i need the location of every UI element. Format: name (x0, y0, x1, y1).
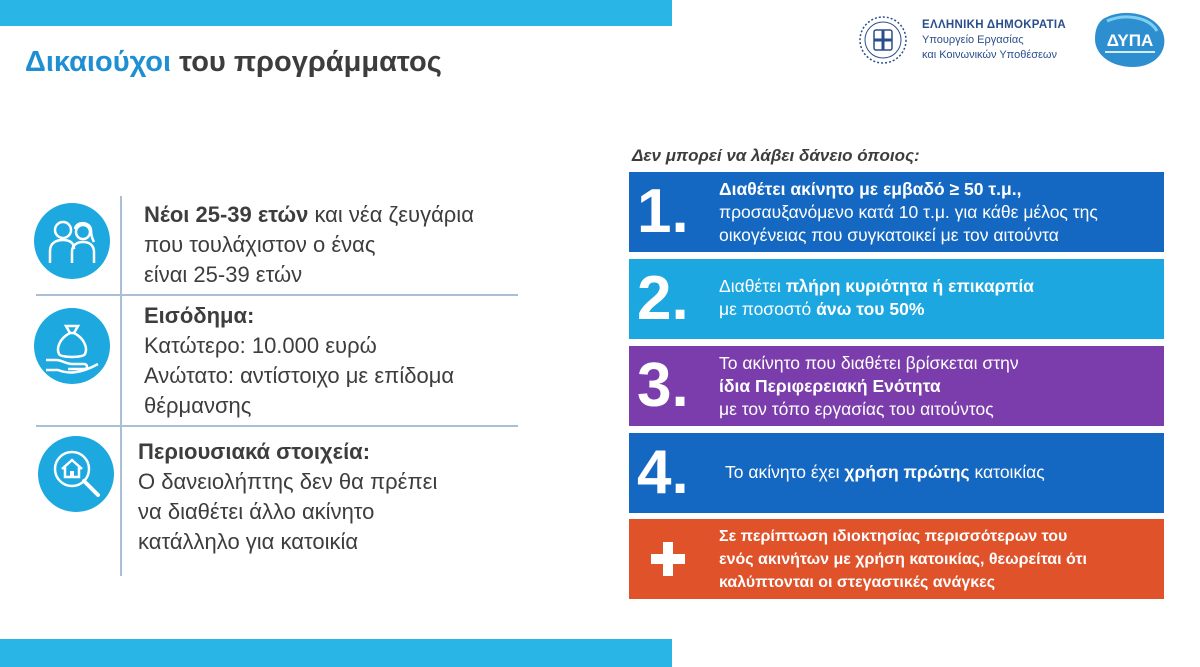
income-line2: Ανώτατο: αντίστοιχο με επίδομα (144, 363, 455, 388)
card-text (719, 352, 1019, 421)
page-title-accent: Δικαιούχοι (25, 46, 172, 78)
dypa-logo-text: ΔΥΠΑ (1106, 31, 1154, 50)
couple-icon (34, 203, 110, 279)
age-criteria-line2: που τουλάχιστον ο ένας (144, 232, 376, 257)
house-search-icon (38, 436, 114, 512)
exclusions-heading: Δεν μπορεί να λάβει δάνειο όποιος: (632, 146, 920, 165)
card-number: 2. (637, 264, 689, 333)
age-criteria-line3: είναι 25-39 ετών (144, 262, 303, 287)
age-criteria-line1: και νέα ζευγάρια (308, 202, 474, 227)
card-3-line3: με τον τόπο εργασίας του αιτούντος (719, 399, 994, 419)
gov-title: ΕΛΛΗΝΙΚΗ ΔΗΜΟΚΡΑΤΙΑ (922, 19, 1066, 31)
card-text (719, 178, 1098, 247)
page-title (25, 46, 442, 79)
card-text (725, 461, 1045, 484)
card-3-line2: ίδια Περιφερειακή Ενότητα (719, 376, 941, 396)
assets-line3: κατάλληλο για κατοικία (138, 529, 359, 554)
card-number: 4. (637, 438, 689, 507)
ministry-line-1: Υπουργείο Εργασίας (922, 34, 1024, 46)
card-2-line2-bold: άνω του 50% (816, 299, 925, 319)
age-criteria (144, 200, 474, 290)
card-2-line2-pre: με ποσοστό (719, 299, 817, 319)
assets-heading: Περιουσιακά στοιχεία: (138, 439, 371, 464)
income-heading: Εισόδημα: (144, 303, 255, 328)
ministry-text (922, 18, 1066, 63)
assets-line2: να διαθέτει άλλο ακίνητο (138, 499, 375, 524)
card-1-line1: Διαθέτει ακίνητο με εμβαδό ≥ 50 τ.μ., (719, 179, 1022, 199)
card-4-pre: Το ακίνητο έχει (725, 462, 845, 482)
card-1-line2: προσαυξανόμενο κατά 10 τ.μ. για κάθε μέλος της (719, 202, 1098, 222)
exclusion-card-2 (629, 259, 1164, 339)
card-2-line1-pre: Διαθέτει (719, 276, 786, 296)
card-number: 3. (637, 351, 689, 420)
note-line3: καλύπτονται οι στεγαστικές ανάγκες (719, 574, 996, 591)
income-criteria (144, 301, 454, 421)
bottom-accent-bar (0, 639, 672, 667)
income-line3: θέρμανσης (144, 393, 252, 418)
horizontal-divider (36, 294, 518, 296)
card-1-line3: οικογένειας που συγκατοικεί με τον αιτούντα (719, 225, 1059, 245)
horizontal-divider (36, 425, 518, 427)
card-4-post: κατοικίας (969, 462, 1045, 482)
exclusion-card-1 (629, 172, 1164, 252)
page-title-rest: του προγράμματος (171, 46, 442, 78)
age-criteria-bold: Νέοι 25-39 ετών (144, 202, 309, 227)
card-3-line1: Το ακίνητο που διαθέτει βρίσκεται στην (719, 353, 1019, 373)
card-2-line1-bold: πλήρη κυριότητα ή επικαρπία (785, 276, 1034, 296)
income-line1: Κατώτερο: 10.000 ευρώ (144, 333, 377, 358)
exclusion-note-card (629, 519, 1164, 599)
dypa-logo (1093, 11, 1167, 69)
card-text (719, 525, 1087, 594)
card-4-bold: χρήση πρώτης (844, 462, 970, 482)
card-text (719, 275, 1034, 321)
plus-icon (651, 542, 685, 576)
assets-line1: Ο δανειολήπτης δεν θα πρέπει (138, 469, 438, 494)
note-line1: Σε περίπτωση ιδιοκτησίας περισσότερων του (719, 528, 1068, 545)
vertical-divider (120, 196, 122, 576)
exclusion-card-4 (629, 433, 1164, 513)
exclusion-card-3 (629, 346, 1164, 426)
greek-emblem-icon (858, 15, 908, 65)
assets-criteria (138, 437, 437, 557)
note-line2: ενός ακινήτων με χρήση κατοικίας, θεωρείται ότι (719, 551, 1087, 568)
ministry-line-2: και Κοινωνικών Υποθέσεων (922, 49, 1058, 61)
card-number: 1. (637, 177, 689, 246)
top-accent-bar (0, 0, 672, 26)
money-bag-icon (34, 308, 110, 384)
